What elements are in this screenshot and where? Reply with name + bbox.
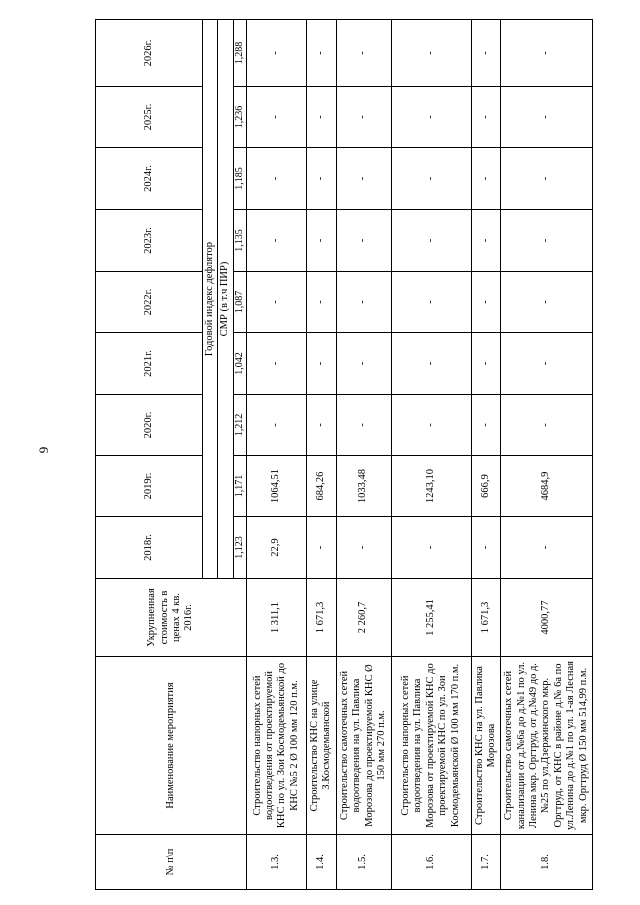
row-cost: 1 671,3 [306,579,336,657]
row-name: Строительство напорных сетей водоотведения от проектируемой КНС по ул. Зои Космодемьянской до КНС №5 2 Ø 100 мм 120 п.м. [246,657,306,835]
header-year: 2026г. [96,20,203,87]
row-value: - [501,148,593,210]
row-value: 666,9 [471,456,501,517]
row-value: - [391,395,471,456]
row-num: 1.6. [391,835,471,890]
table-row [306,20,336,890]
header-year: 2019г. [96,456,203,517]
page-number: 9 [36,446,51,454]
row-value: - [246,87,306,148]
row-value: - [391,87,471,148]
row-cost: 4000,77 [501,579,593,657]
row-value: 1243,10 [391,456,471,517]
row-value: 1033,48 [336,456,391,517]
row-value: - [471,20,501,87]
row-num: 1.7. [471,835,501,890]
table-row [501,20,593,890]
row-value: - [336,517,391,579]
row-value: - [336,210,391,272]
deflator-value: 1,185 [233,148,246,210]
row-value: - [306,333,336,395]
row-value: - [471,87,501,148]
row-name: Строительство самотечных сетей канализации от д.№6а до д.№1 по ул. Ленина мкр. Оргтруд, от д.№49 до д.№25 по ул.Дзержинского мкр. Оргтруд, от КНС в районе д.№ 6а по ул.Ленина до д.№1 по ул. 1-ая Лесная мкр. Оргтруд Ø 150 мм 514,99 п.м. [501,657,593,835]
deflator-value: 1,087 [233,272,246,333]
deflator-value: 1,171 [233,456,246,517]
row-value: - [391,148,471,210]
row-value: - [306,395,336,456]
row-cost: 1 311,1 [246,579,306,657]
row-value: - [246,272,306,333]
deflator-value: 1,135 [233,210,246,272]
header-year: 2024г. [96,148,203,210]
row-num: 1.3. [246,835,306,890]
header-year: 2020г. [96,395,203,456]
row-value: - [336,272,391,333]
row-name: Строительство КНС на улице З.Космодемьянской [306,657,336,835]
row-value: - [246,148,306,210]
row-value: - [391,517,471,579]
table-row [336,20,391,890]
row-value: - [306,20,336,87]
header-year: 2022г. [96,272,203,333]
row-value: 22,9 [246,517,306,579]
row-value: - [336,148,391,210]
row-value: - [246,20,306,87]
row-cost: 1 671,3 [471,579,501,657]
row-value: - [306,517,336,579]
row-value: - [391,333,471,395]
row-value: - [336,395,391,456]
header-cost: Укрупненная стоимость в ценах 4 кв. 2016г. [96,579,247,657]
row-value: - [501,20,593,87]
row-value: - [306,210,336,272]
row-value: - [501,333,593,395]
header-num: № п\п [96,835,247,890]
header-year: 2023г. [96,210,203,272]
header-name: Наименование мероприятия [96,657,247,835]
row-value: - [501,517,593,579]
row-num: 1.5. [336,835,391,890]
row-value: 4684,9 [501,456,593,517]
row-value: - [471,272,501,333]
table-row [391,20,471,890]
row-value: - [391,210,471,272]
deflator-value: 1,288 [233,20,246,87]
rotated-table-container [95,20,589,890]
row-name: Строительство КНС на ул. Павлика Морозова [471,657,501,835]
deflator-value: 1,236 [233,87,246,148]
row-value: - [306,87,336,148]
deflator-value: 1,123 [233,517,246,579]
row-value: - [306,272,336,333]
row-value: - [391,272,471,333]
investment-table [95,19,593,890]
table-row [471,20,501,890]
row-value: - [471,210,501,272]
row-value: 684,26 [306,456,336,517]
row-num: 1.4. [306,835,336,890]
row-value: - [246,395,306,456]
header-year: 2025г. [96,87,203,148]
header-year: 2018г. [96,517,203,579]
row-cost: 1 255,41 [391,579,471,657]
row-name: Строительство напорных сетей водоотведения на ул. Павлика Морозова от проектируемой КНС до проектируемой КНС по ул. Зои Космодемьянской Ø 100 мм 170 п.м. [391,657,471,835]
row-value: - [471,333,501,395]
row-cost: 2 260,7 [336,579,391,657]
row-name: Строительство самотечных сетей водоотведения на ул. Павлика Морозова до проектируемой КНС Ø 150 мм 270 п.м. [336,657,391,835]
row-value: - [391,20,471,87]
row-value: - [501,210,593,272]
row-value: - [471,517,501,579]
row-value: - [501,272,593,333]
row-value: - [306,148,336,210]
row-value: - [336,333,391,395]
row-value: - [501,87,593,148]
row-value: 1064,51 [246,456,306,517]
row-num: 1.8. [501,835,593,890]
deflator-value: 1,042 [233,333,246,395]
header-year: 2021г. [96,333,203,395]
row-value: - [336,87,391,148]
row-value: - [246,210,306,272]
row-value: - [336,20,391,87]
row-value: - [471,395,501,456]
header-smr: СМР (в т.ч ПИР) [218,20,233,579]
row-value: - [471,148,501,210]
header-deflator: Годовой индекс дефлятор [203,20,218,579]
deflator-value: 1,212 [233,395,246,456]
row-value: - [246,333,306,395]
table-row [246,20,306,890]
row-value: - [501,395,593,456]
